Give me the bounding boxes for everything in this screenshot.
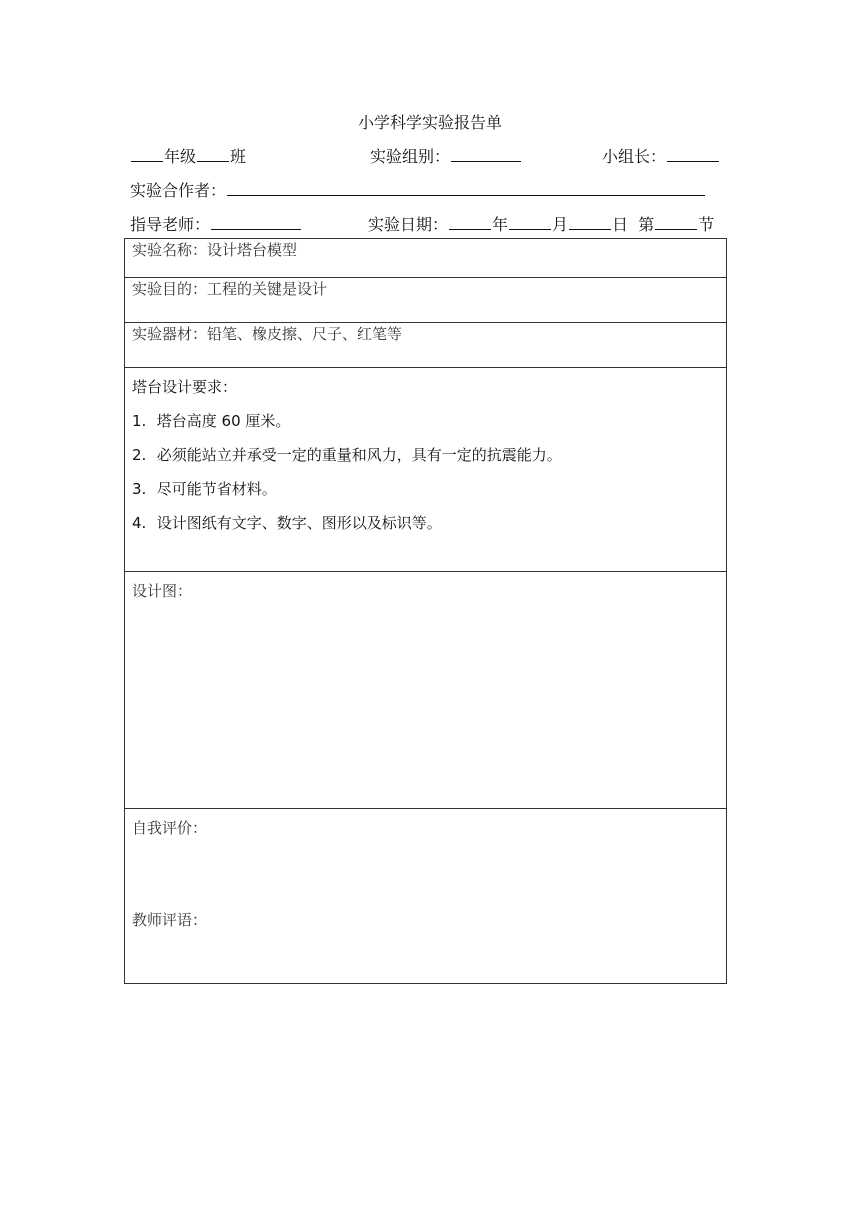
requirement-item: 3. 尽可能节省材料。: [132, 480, 277, 498]
grade-label: 年级: [164, 147, 197, 166]
design-label: 设计图：: [132, 582, 193, 600]
requirement-item: 2. 必须能站立并承受一定的重量和风力，具有一定的抗震能力。: [132, 446, 562, 464]
grade-class-line: [130, 143, 730, 167]
teacher-label: 指导老师：: [130, 215, 211, 234]
period-prefix: 第: [638, 215, 655, 234]
experiment-equipment-value: 铅笔、橡皮擦、尺子、红笔等: [207, 325, 403, 343]
month-blank[interactable]: [509, 211, 551, 230]
period-blank[interactable]: [655, 211, 697, 230]
requirement-item: 4. 设计图纸有文字、数字、图形以及标识等。: [132, 514, 442, 532]
teacher-date-line: [130, 211, 730, 235]
experiment-equipment-row: [125, 323, 727, 368]
requirements-title: 塔台设计要求：: [132, 378, 238, 396]
partner-line: [130, 177, 730, 201]
page-title: 小学科学实验报告单: [357, 113, 502, 132]
year-label: 年: [492, 215, 509, 234]
year-blank[interactable]: [449, 211, 491, 230]
experiment-equipment-label: 实验器材：: [132, 325, 208, 343]
period-suffix: 节: [698, 215, 715, 234]
group-blank[interactable]: [451, 143, 521, 162]
month-label: 月: [552, 215, 569, 234]
leader-blank[interactable]: [667, 143, 719, 162]
experiment-purpose-value: 工程的关键是设计: [207, 280, 328, 298]
teacher-blank[interactable]: [211, 211, 301, 230]
partner-blank[interactable]: [227, 177, 705, 196]
class-label: 班: [230, 147, 247, 166]
evaluation-area[interactable]: [125, 809, 727, 984]
requirement-item: 1. 塔台高度 60 厘米。: [132, 412, 291, 430]
experiment-name-label: 实验名称：: [132, 241, 208, 259]
leader-label: 小组长：: [602, 147, 667, 166]
requirements-row: [125, 368, 727, 572]
day-blank[interactable]: [569, 211, 611, 230]
design-row: [125, 572, 727, 809]
grade-blank[interactable]: [131, 143, 163, 162]
design-area[interactable]: [125, 572, 727, 809]
report-table: [124, 238, 727, 984]
partner-label: 实验合作者：: [130, 181, 227, 200]
evaluation-row: [125, 809, 727, 984]
date-label: 实验日期：: [368, 215, 449, 234]
experiment-purpose-row: [125, 278, 727, 323]
experiment-name-value: 设计塔台模型: [207, 241, 298, 259]
experiment-purpose-label: 实验目的：: [132, 280, 208, 298]
day-label: 日: [612, 215, 629, 234]
group-label: 实验组别：: [370, 147, 451, 166]
self-eval-label: 自我评价：: [132, 819, 208, 837]
class-blank[interactable]: [197, 143, 229, 162]
experiment-name-row: [125, 239, 727, 278]
teacher-comment-label: 教师评语：: [132, 911, 208, 929]
